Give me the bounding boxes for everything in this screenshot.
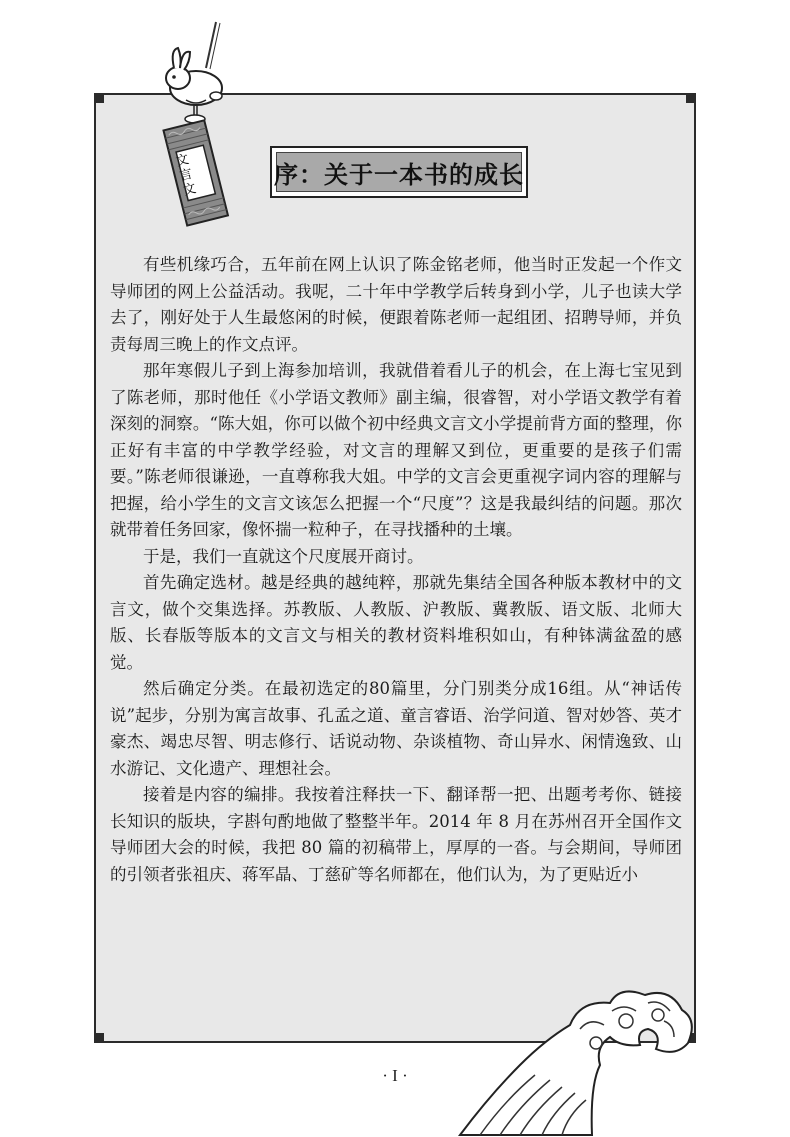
paragraph: 然后确定分类。在最初选定的80篇里，分门别类分成16组。从“神话传说”起步，分别为寓言故事、孔孟之道、童言睿语、治学问道、智对妙答、英才豪杰、竭忠尽智、明志修行、话说动物、杂谈植物、奇山异水、闲情逸致、山水游记、文化遗产、理想社会。 — [110, 679, 682, 778]
frame-corner — [686, 93, 696, 103]
paragraph: 接着是内容的编排。我按着注释扶一下、翻译帮一把、出题考考你、链接长知识的版块，字斟句酌地做了整整半年。2014 年 8 月在苏州召开全国作文导师团大会的时候，我把 80 篇的初稿带上，厚厚的一沓。与会期间，导师团的引领者张祖庆、蒋军晶、丁慈矿等名师都在，他们认为，为了更贴近小 — [110, 785, 682, 884]
frame-corner — [94, 1033, 104, 1043]
page-number: · I · — [382, 1066, 408, 1085]
paragraph: 首先确定选材。越是经典的越纯粹，那就先集结全国各种版本教材中的文言文，做个交集选择。苏教版、人教版、沪教版、冀教版、语文版、北师大版、长春版等版本的文言文与相关的教材资料堆积如山，有种钵满盆盈的感觉。 — [110, 573, 682, 672]
paragraph: 那年寒假儿子到上海参加培训，我就借着看儿子的机会，在上海七宝见到了陈老师，那时他任《小学语文教师》副主编，很睿智，对小学语文教学有着深刻的洞察。“陈大姐，你可以做个初中经典文言文小学提前背方面的整理，你正好有丰富的中学教学经验，对文言的理解又到位，更重要的是孩子们需要。”陈老师很谦逊，一直尊称我大姐。中学的文言会更重视字词内容的理解与把握，给小学生的文言文该怎么把握一个“尺度”？这是我最纠结的问题。那次就带着任务回家，像怀揣一粒种子，在寻找播种的土壤。 — [110, 361, 682, 539]
preface-body — [110, 252, 682, 888]
wave-icon — [450, 985, 700, 1137]
bookmark-label: 文言文 — [174, 152, 198, 199]
rabbit-bookmark-icon — [148, 20, 238, 230]
title-box-inner — [276, 152, 522, 192]
page-title: 序：关于一本书的成长 — [274, 159, 524, 189]
paragraph: 于是，我们一直就这个尺度展开商讨。 — [143, 546, 424, 566]
paragraph: 有些机缘巧合，五年前在网上认识了陈金铭老师，他当时正发起一个作文导师团的网上公益活动。我呢，二十年中学教学后转身到小学，儿子也读大学去了，刚好处于人生最悠闲的时候，便跟着陈老师一起组团、招聘导师，并负责每周三晚上的作文点评。 — [110, 255, 682, 354]
frame-corner — [94, 93, 104, 103]
title-box — [270, 146, 528, 198]
